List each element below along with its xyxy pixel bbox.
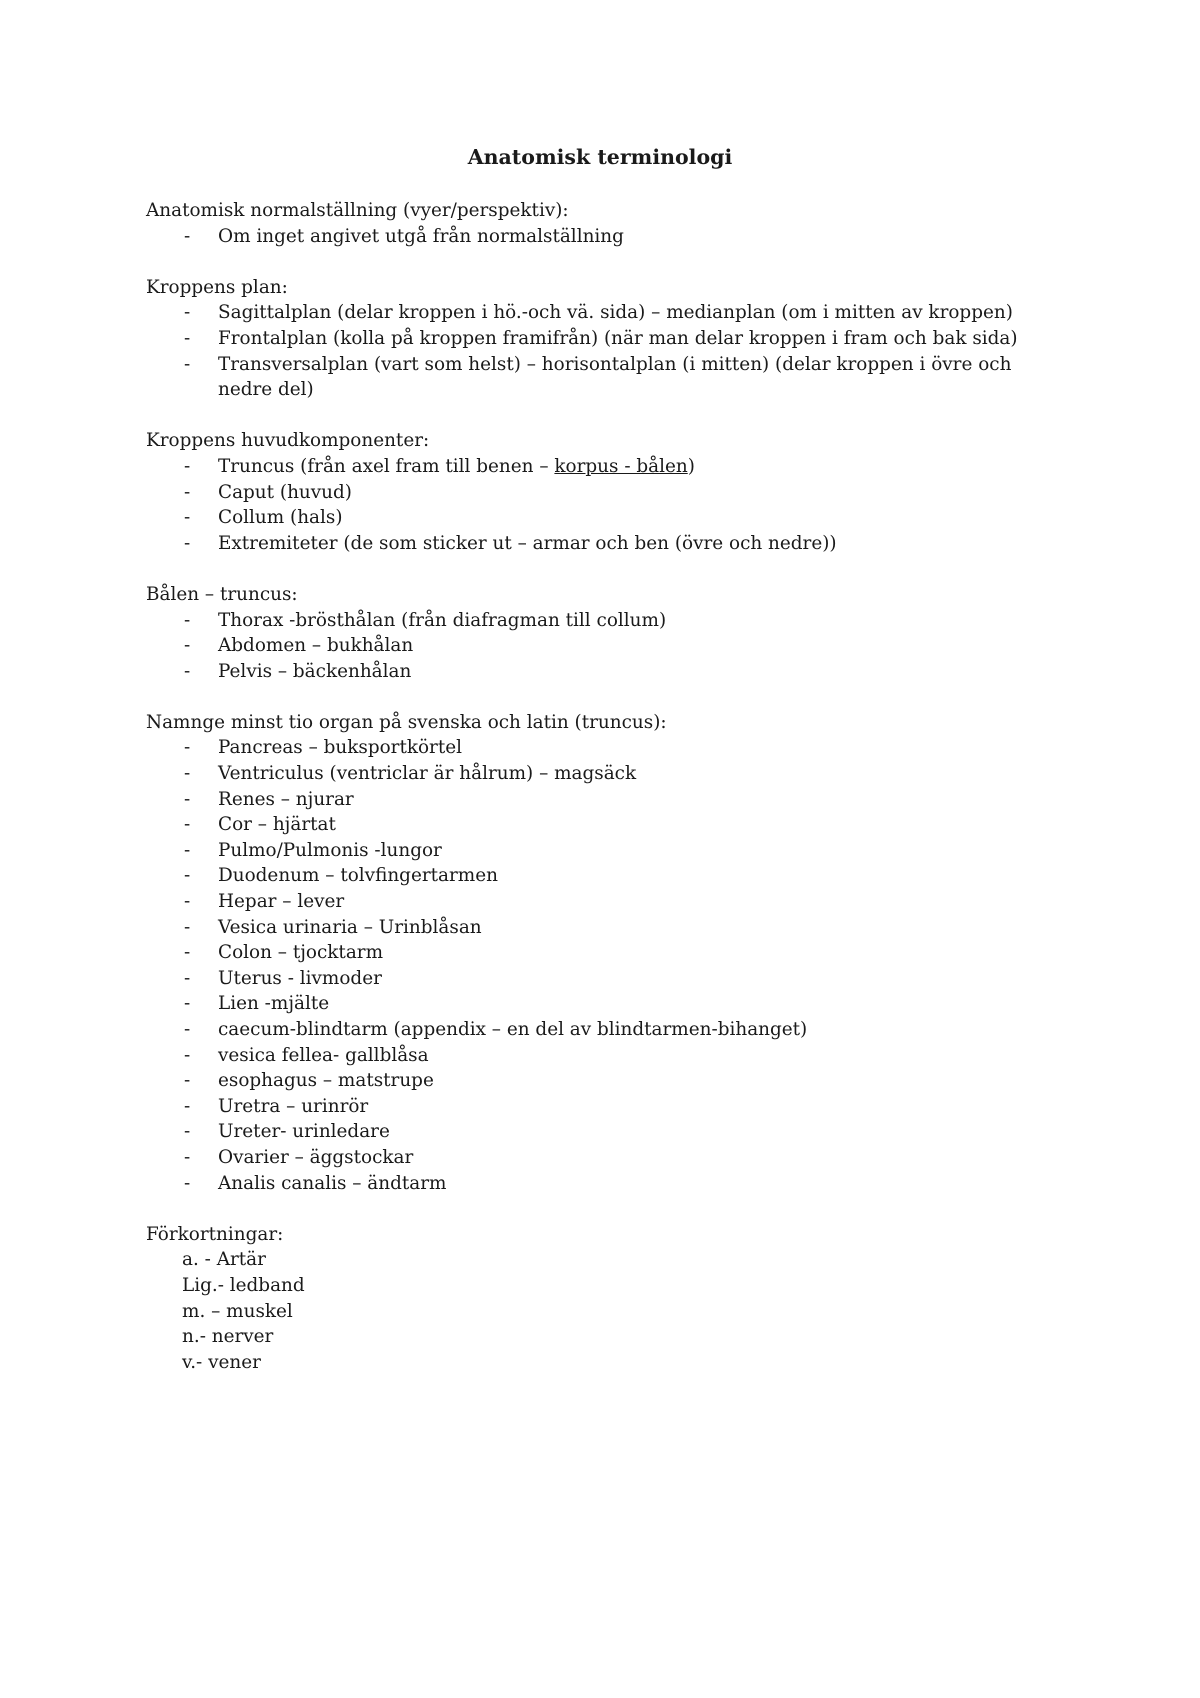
dash-bullet: - (184, 660, 191, 682)
list-item: - vesica fellea- gallblåsa (146, 1043, 1046, 1069)
section-heading: Namnge minst tio organ på svenska och latin (truncus): (146, 711, 667, 733)
list-item: - caecum-blindtarm (appendix – en del av blindtarmen-bihanget) (146, 1017, 1046, 1043)
dash-bullet: - (184, 814, 191, 836)
list-item: - Pancreas – buksportkörtel (146, 735, 1046, 761)
abbreviation-list (146, 1247, 1046, 1375)
dash-bullet: - (184, 916, 191, 938)
list-item: - Ovarier – äggstockar (146, 1145, 1046, 1171)
list-item: m. – muskel (182, 1300, 293, 1322)
list-item: - Pelvis – bäckenhålan (146, 659, 1046, 685)
list-item: - Cor – hjärtat (146, 812, 1046, 838)
document-title: Anatomisk terminologi (467, 145, 733, 169)
list-item: n.- nerver (182, 1326, 274, 1348)
section-heading: Bålen – truncus: (146, 583, 298, 605)
list-item: Lig.- ledband (182, 1274, 305, 1296)
dash-bullet: - (184, 1172, 191, 1194)
dash-bullet: - (184, 891, 191, 913)
list-item: - Renes – njurar (146, 787, 1046, 813)
dash-bullet: - (184, 327, 191, 349)
list-item: - Vesica urinaria – Urinblåsan (146, 915, 1046, 941)
document-body (146, 198, 1046, 1401)
section-trunk (146, 582, 1046, 684)
underlined-term: korpus - bålen (554, 455, 688, 477)
list-item: - Analis canalis – ändtarm (146, 1171, 1046, 1197)
dash-bullet: - (184, 302, 191, 324)
list-item: - Caput (huvud) (146, 480, 1046, 506)
dash-bullet: - (184, 481, 191, 503)
dash-bullet: - (184, 532, 191, 554)
section-heading: Anatomisk normalställning (vyer/perspektiv): (146, 200, 569, 221)
dash-bullet: - (184, 225, 191, 247)
dash-bullet: - (184, 1095, 191, 1117)
list-item: - Abdomen – bukhålan (146, 633, 1046, 659)
list-item: - Ventriculus (ventriclar är hålrum) – magsäck (146, 761, 1046, 787)
list-item: a. - Artär (182, 1249, 266, 1271)
dash-bullet: - (184, 788, 191, 810)
list-item: - Truncus (från axel fram till benen – korpus - bålen) (146, 454, 1046, 480)
section-heading: Kroppens huvudkomponenter: (146, 430, 430, 452)
list-item: - Colon – tjocktarm (146, 940, 1046, 966)
dash-bullet: - (184, 737, 191, 759)
dash-bullet: - (184, 455, 191, 477)
dash-bullet: - (184, 1121, 191, 1143)
section-heading: Kroppens plan: (146, 276, 288, 298)
dash-bullet: - (184, 1044, 191, 1066)
bullet-list (146, 735, 1046, 1196)
bullet-list (146, 608, 1046, 685)
bullet-list (146, 454, 1046, 556)
list-item: v.- vener (182, 1351, 261, 1373)
list-item: - Thorax -brösthålan (från diafragman till collum) (146, 608, 1046, 634)
bullet-list (146, 224, 1046, 250)
list-item: - esophagus – matstrupe (146, 1068, 1046, 1094)
list-item: - Lien -mjälte (146, 991, 1046, 1017)
dash-bullet: - (184, 1019, 191, 1040)
list-item: - Sagittalplan (delar kroppen i hö.-och vä. sida) – medianplan (om i mitten av kroppen) (146, 300, 1046, 326)
list-item: - Ureter- urinledare (146, 1119, 1046, 1145)
section-organs (146, 710, 1046, 1196)
dash-bullet: - (184, 353, 191, 375)
dash-bullet: - (184, 967, 191, 989)
section-abbreviations (146, 1222, 1046, 1376)
list-item: - Hepar – lever (146, 889, 1046, 915)
section-body-planes (146, 275, 1046, 403)
section-main-components (146, 428, 1046, 556)
dash-bullet: - (184, 942, 191, 964)
dash-bullet: - (184, 609, 191, 631)
list-item: - Transversalplan (vart som helst) – horisontalplan (i mitten) (delar kroppen i övre och nedre del) (184, 353, 1012, 401)
list-item: - Collum (hals) (146, 505, 1046, 531)
list-item: - Uterus - livmoder (146, 966, 1046, 992)
dash-bullet: - (184, 993, 191, 1015)
list-item: - Om inget angivet utgå från normalställning (146, 224, 1046, 250)
dash-bullet: - (184, 763, 191, 785)
section-normal-position (146, 198, 1046, 249)
section-heading: Förkortningar: (146, 1223, 284, 1245)
bullet-list (146, 300, 1046, 402)
list-item: - Extremiteter (de som sticker ut – armar och ben (övre och nedre)) (146, 531, 1046, 557)
list-item: - Uretra – urinrör (146, 1094, 1046, 1120)
list-item: - Pulmo/Pulmonis -lungor (146, 838, 1046, 864)
list-item: - Frontalplan (kolla på kroppen framifrån) (när man delar kroppen i fram och bak sida) (146, 326, 1046, 352)
dash-bullet: - (184, 865, 191, 887)
dash-bullet: - (184, 1146, 191, 1168)
dash-bullet: - (184, 1070, 191, 1092)
dash-bullet: - (184, 507, 191, 529)
list-item: - Duodenum – tolvfingertarmen (146, 863, 1046, 889)
dash-bullet: - (184, 635, 191, 657)
dash-bullet: - (184, 839, 191, 861)
